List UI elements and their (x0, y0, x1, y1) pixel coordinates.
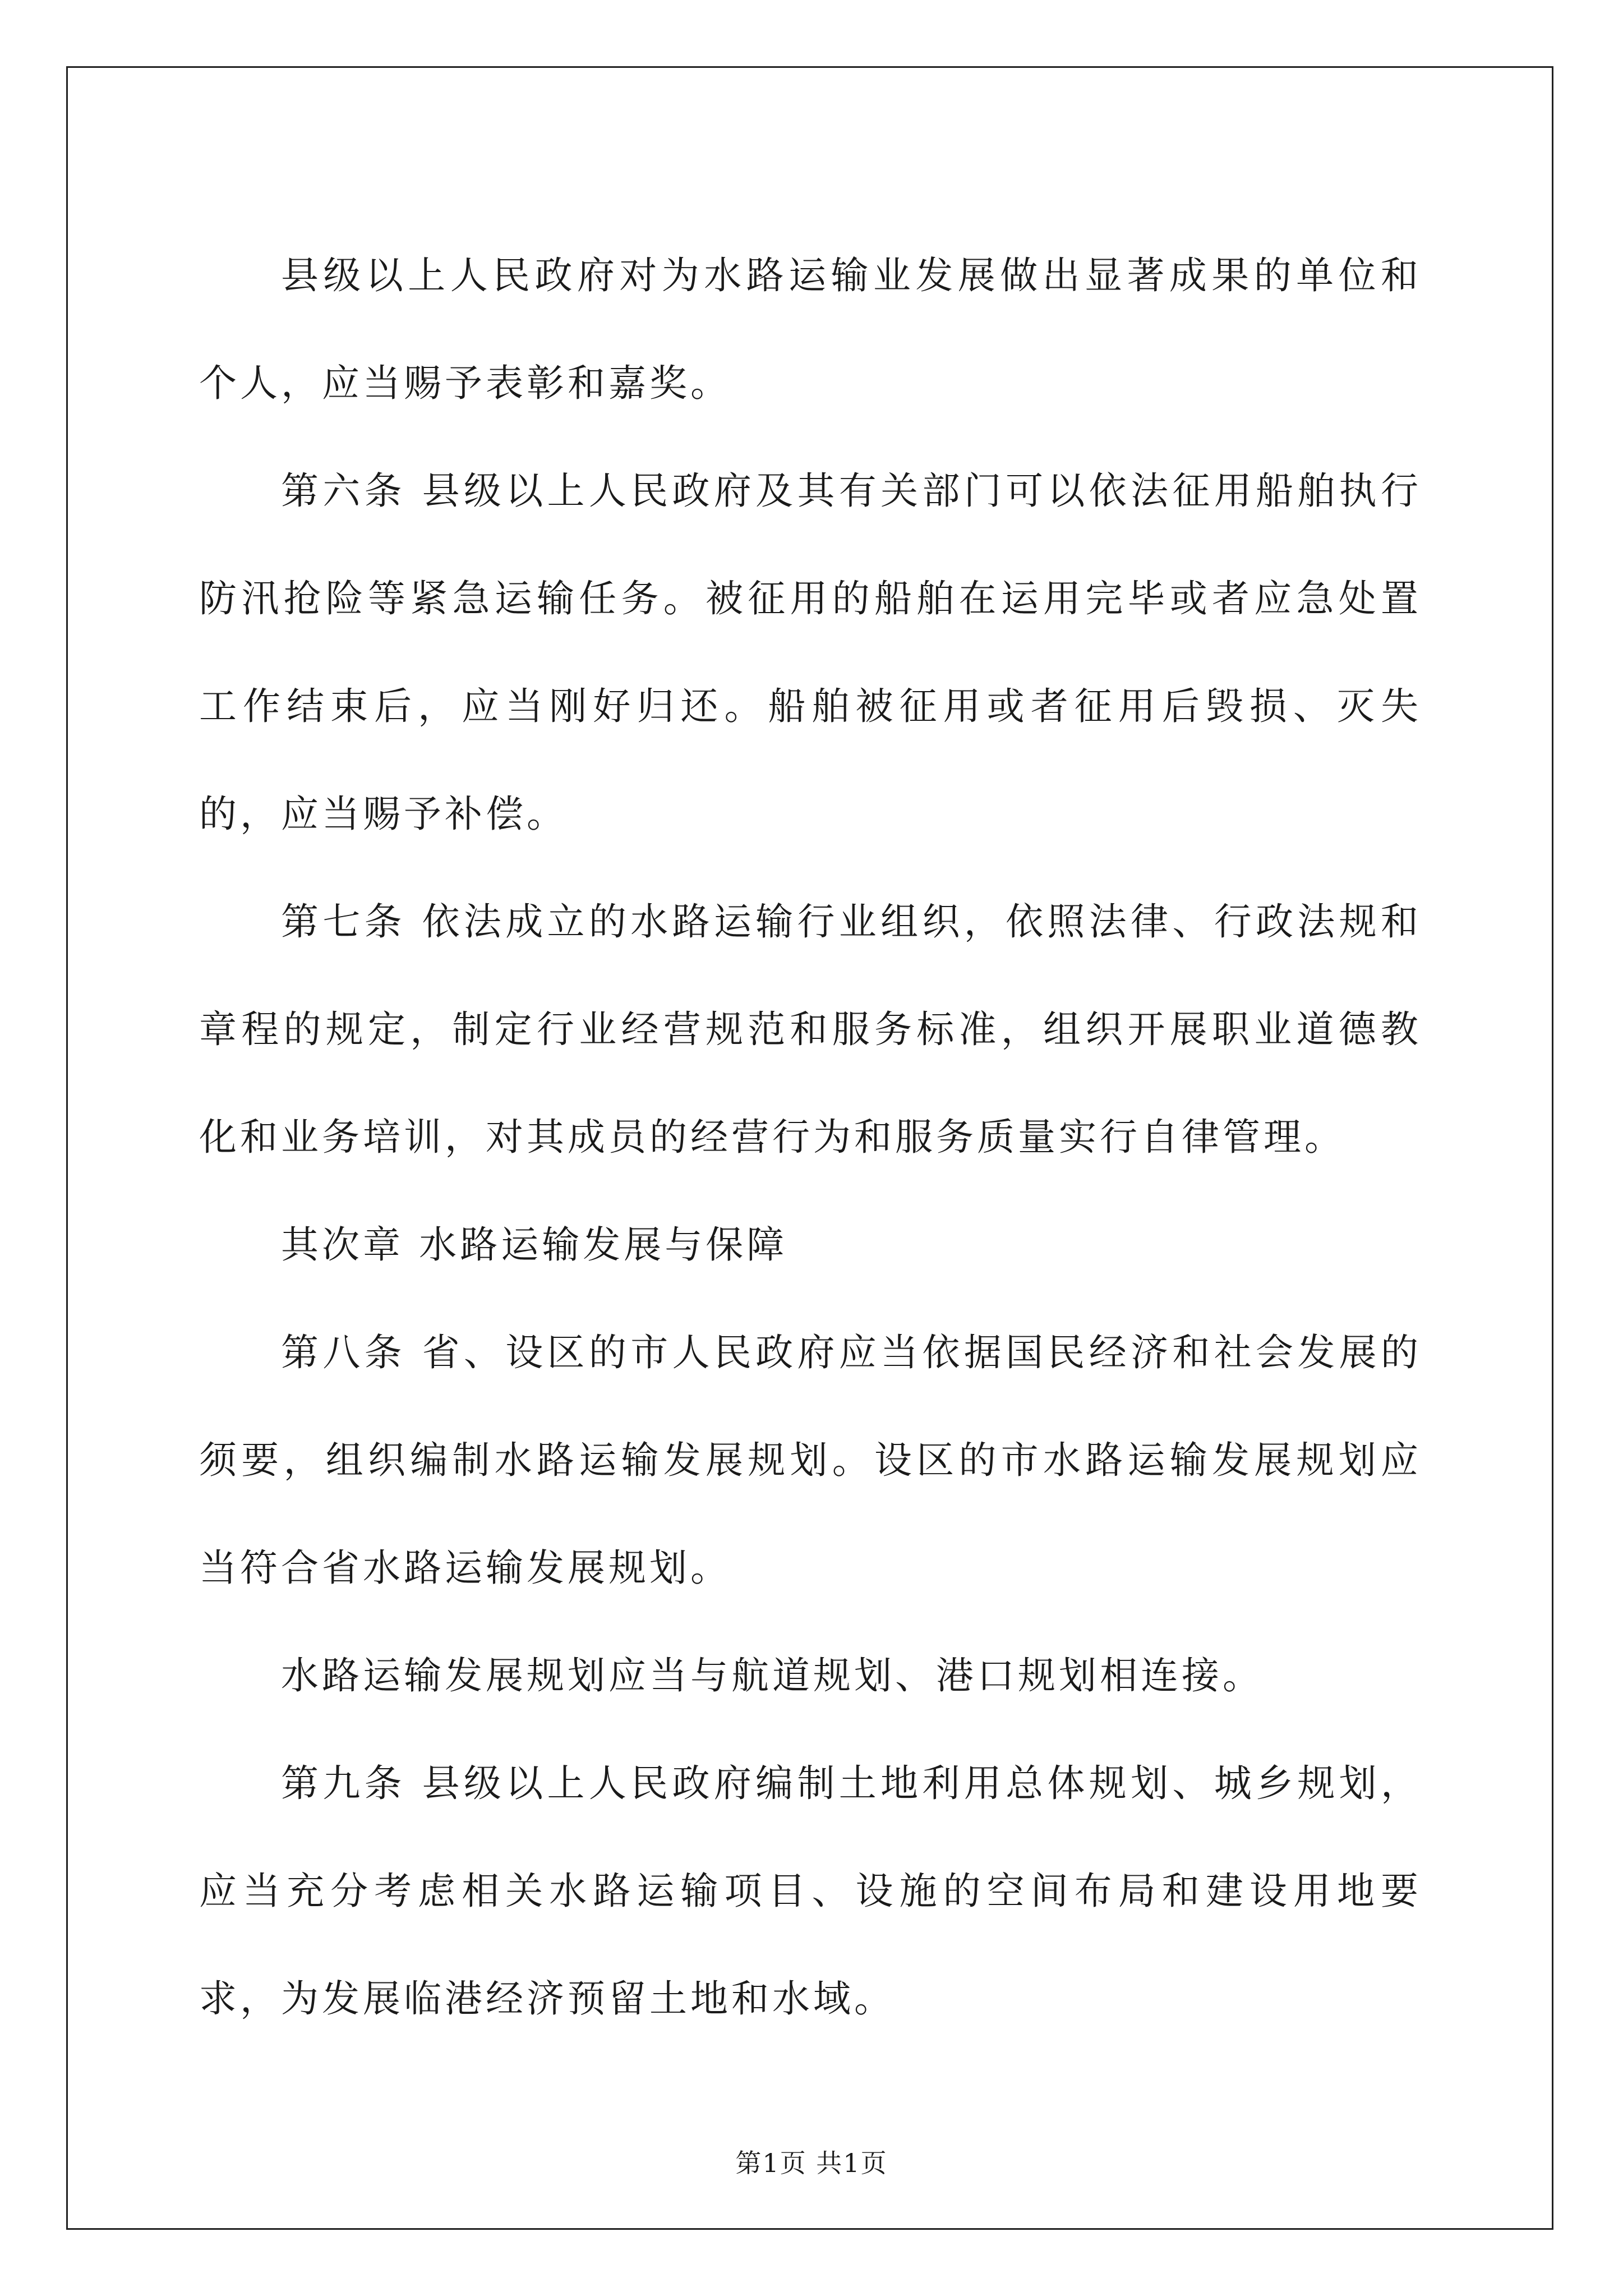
paragraph-article-7: 第七条 依法成立的水路运输行业组织，依照法律、行政法规和章程的规定，制定行业经营规范和服务标准，组织开展职业道德教化和业务培训，对其成员的经营行为和服务质量实行自律管理。 (199, 900, 1422, 1159)
paragraph-planning-connection: 水路运输发展规划应当与航道规划、港口规划相连接。 (281, 1654, 1264, 1697)
chapter-heading: 其次章 水路运输发展与保障 (281, 1223, 788, 1267)
page-number-footer: 第1页 共1页 (735, 2148, 888, 2178)
paragraph-article-6: 第六条 县级以上人民政府及其有关部门可以依法征用船舶执行防汛抢险等紧急运输任务。被征用的船舶在运用完毕或者应急处置工作结束后，应当刚好归还。船舶被征用或者征用后毁损、灭失的，应当赐予补偿。 (199, 469, 1422, 836)
paragraph-article-8: 第八条 省、设区的市人民政府应当依据国民经济和社会发展的须要，组织编制水路运输发展规划。设区的市水路运输发展规划应当符合省水路运输发展规划。 (199, 1331, 1422, 1590)
paragraph-commendation: 县级以上人民政府对为水路运输业发展做出显著成果的单位和个人，应当赐予表彰和嘉奖。 (199, 254, 1422, 405)
document-body (199, 222, 1422, 2053)
paragraph-article-9: 第九条 县级以上人民政府编制土地利用总体规划、城乡规划，应当充分考虑相关水路运输项目、设施的空间布局和建设用地要求，为发展临港经济预留土地和水域。 (199, 1761, 1422, 2021)
